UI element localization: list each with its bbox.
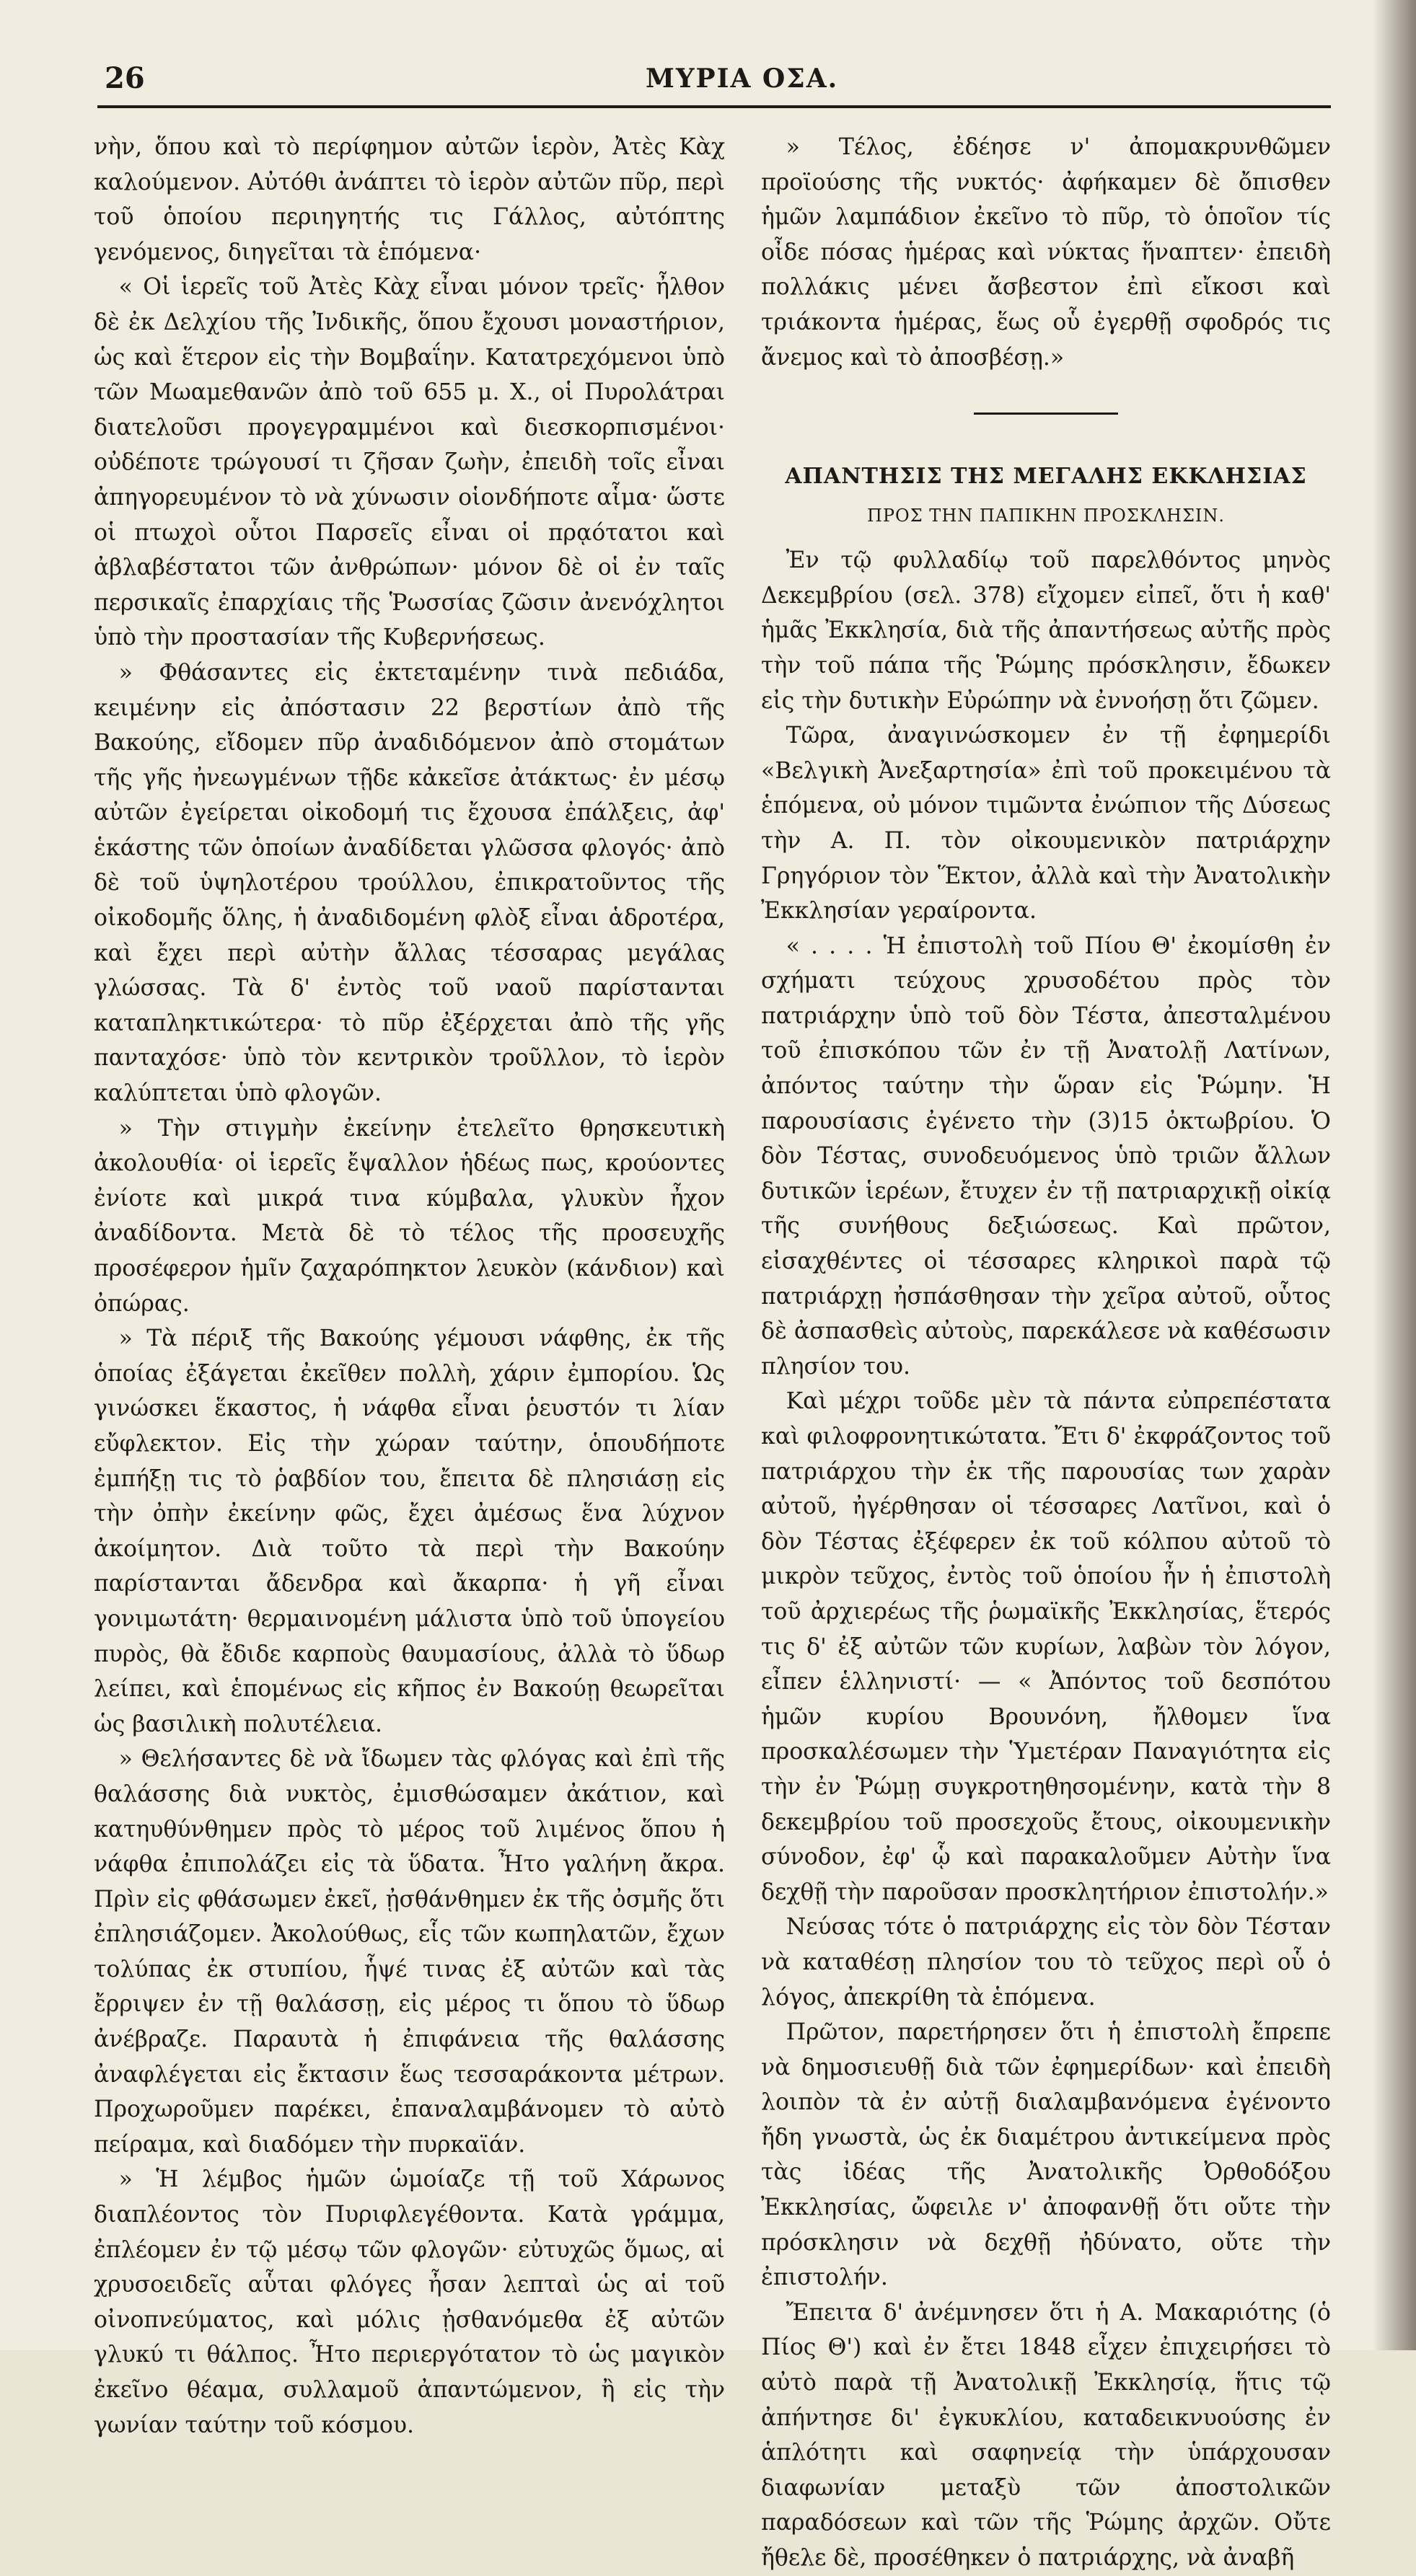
binding-shadow	[1373, 0, 1416, 2350]
article-paragraph: Ἐν τῷ φυλλαδίῳ τοῦ παρελθόντος μηνὸς Δεκεμβρίου (σελ. 378) εἴχομεν εἰπεῖ, ὅτι ἡ καθ' ἡμᾶς Ἐκκλησία, διὰ τῆς ἀπαντήσεως αὐτῆς πρὸς τὴν τοῦ πάπα τῆς Ῥώμης πρόσκλησιν, ἔδωκεν εἰς τὴν δυτικὴν Εὐρώπην νὰ ἐννοήσῃ ὅτι ζῶμεν.	[761, 547, 1331, 714]
left-paragraph: » Φθάσαντες εἰς ἐκτεταμένην τινὰ πεδιάδα, κειμένην εἰς ἀπόστασιν 22 βερστίων ἀπὸ τῆς Βακούης, εἴδομεν πῦρ ἀναδιδόμενον ἀπὸ στομάτων τῆς γῆς ἠνεωγμένων τῇδε κἀκεῖσε ἀτάκτως· ἐν μέσῳ αὐτῶν ἐγείρεται οἰκοδομή τις ἔχουσα ἐπάλξεις, ἀφ' ἑκάστης τῶν ὁποίων ἀναδίδεται γλῶσσα φλογός· ἀπὸ δὲ τοῦ ὑψηλοτέρου τρούλλου, ἐπικρατοῦντος τῆς οἰκοδομῆς ὅλης, ἡ ἀναδιδομένη φλὸξ εἶναι ἁδροτέρα, καὶ ἔχει περὶ αὐτὴν ἄλλας τέσσαρας μεγάλας γλώσσας. Τὰ δ' ἐντὸς τοῦ ναοῦ παρίστανται καταπληκτικώτερα· τὸ πῦρ ἐξέρχεται ἀπὸ τῆς γῆς πανταχόσε· ὑπὸ τὸν κεντρικὸν τροῦλλον, τὸ ἱερὸν καλύπτεται ὑπὸ φλογῶν.	[94, 659, 725, 1107]
left-paragraph: » Τὰ πέριξ τῆς Βακούης γέμουσι νάφθης, ἐκ τῆς ὁποίας ἐξάγεται ἐκεῖθεν πολλὴ, χάριν ἐμπορίου. Ὡς γινώσκει ἕκαστος, ἡ νάφθα εἶναι ῥευστόν τι λίαν εὔφλεκτον. Εἰς τὴν χώραν ταύτην, ὁπουδήποτε ἐμπήξῃ τις τὸ ῥαβδίον του, ἔπειτα δὲ πλησιάσῃ εἰς τὴν ὀπὴν ἐκείνην φῶς, ἔχει ἀμέσως ἕνα λύχνον ἀκοίμητον. Διὰ τοῦτο τὰ περὶ τὴν Βακούην παρίστανται ἄδενδρα καὶ ἄκαρπα· ἡ γῆ εἶναι γονιμωτάτη· θερμαινομένη μάλιστα ὑπὸ τοῦ ὑπογείου πυρὸς, θὰ ἔδιδε καρποὺς θαυμασίους, ἀλλὰ τὸ ὕδωρ λείπει, καὶ ἑπομένως εἰς κῆπος ἐν Βακούῃ θεωρεῖται ὡς βασιλικὴ πολυτέλεια.	[94, 1326, 725, 1737]
article-title: ΑΠΑΝΤΗΣΙΣ ΤΗΣ ΜΕΓΑΛΗΣ ΕΚΚΛΗΣΙΑΣ	[785, 464, 1307, 490]
article-paragraph: Πρῶτον, παρετήρησεν ὅτι ἡ ἐπιστολὴ ἔπρεπε νὰ δημοσιευθῇ διὰ τῶν ἐφημερίδων· καὶ ἐπειδὴ λοιπὸν τὰ ἐν αὐτῇ διαλαμβανόμενα ἐγένοντο ἤδη γνωστὰ, ὡς ἐκ διαμέτρου ἀντικείμενα πρὸς τὰς ἰδέας τῆς Ἀνατολικῆς Ὀρθοδόξου Ἐκκλησίας, ὤφειλε ν' ἀποφανθῇ ὅτι οὔτε τὴν πρόσκλησιν νὰ δεχθῇ ἠδύνατο, οὔτε τὴν ἐπιστολήν.	[761, 2019, 1331, 2291]
left-paragraph: » Θελήσαντες δὲ νὰ ἴδωμεν τὰς φλόγας καὶ ἐπὶ τῆς θαλάσσης διὰ νυκτὸς, ἐμισθώσαμεν ἀκάτιον, καὶ κατηυθύνθημεν πρὸς τὸ μέρος τοῦ λιμένος ὅπου ἡ νάφθα ἐπιπολάζει εἰς τὰ ὕδατα. Ἦτο γαλήνη ἄκρα. Πρὶν εἰς φθάσωμεν ἐκεῖ, ᾐσθάνθημεν ἐκ τῆς ὀσμῆς ὅτι ἐπλησιάζομεν. Ἀκολούθως, εἷς τῶν κωπηλατῶν, ἔχων τολύπας ἐκ στυπίου, ἧψέ τινας ἐξ αὐτῶν καὶ τὰς ἔρριψεν ἐν τῇ θαλάσσῃ, εἰς μέρος τι ὅπου τὸ ὕδωρ ἀνέβραζε. Παραυτὰ ἡ ἐπιφάνεια τῆς θαλάσσης ἀναφλέγεται εἰς ἔκτασιν ἕως τεσσαράκοντα μέτρων. Προχωροῦμεν παρέκει, ἐπαναλαμβάνομεν τὸ αὐτὸ πείραμα, καὶ διαδόμεν τὴν πυρκαϊάν.	[94, 1746, 725, 2158]
article-paragraph: Τῶρα, ἀναγινώσκομεν ἐν τῇ ἐφημερίδι «Βελγικὴ Ἀνεξαρτησία» ἐπὶ τοῦ προκειμένου τὰ ἑπόμενα, οὐ μόνον τιμῶντα ἐνώπιον τῆς Δύσεως τὴν Α. Π. τὸν οἰκουμενικὸν πατριάρχην Γρηγόριον τὸν Ἕκτον, ἀλλὰ καὶ τὴν Ἀνατολικὴν Ἐκκλησίαν γεραίροντα.	[761, 723, 1331, 925]
article-paragraph: Καὶ μέχρι τοῦδε μὲν τὰ πάντα εὐπρεπέστατα καὶ φιλοφρονητικώτατα. Ἔτι δ' ἐκφράζοντος τοῦ πατριάρχου τὴν ἐκ τῆς παρουσίας των χαρὰν αὐτοῦ, ἠγέρθησαν οἱ τέσσαρες Λατῖνοι, καὶ ὁ δὸν Τέστας ἐξέφερεν ἐκ τοῦ κόλπου αὐτοῦ τὸ μικρὸν τεῦχος, ἐντὸς τοῦ ὁποίου ἦν ἡ ἐπιστολὴ τοῦ ἀρχιερέως τῆς ῥωμαϊκῆς Ἐκκλησίας, ἕτερός τις δ' ἐξ αὐτῶν τῶν κυρίων, λαβὼν τὸν λόγον, εἶπεν ἑλληνιστί· — « Ἀπόντος τοῦ δεσπότου ἡμῶν κυρίου Βρουνόνη, ἤλθομεν ἵνα προσκαλέσωμεν τὴν Ὑμετέραν Παναγιότητα εἰς τὴν ἐν Ῥώμῃ συγκροτηθησομένην, κατὰ τὴν 8 δεκεμβρίου τοῦ προσεχοῦς ἔτους, οἰκουμενικὴν σύνοδον, ἐφ' ᾧ καὶ παρακαλοῦμεν Αὐτὴν ἵνα δεχθῇ τὴν παροῦσαν προσκλητήριον ἐπιστολήν.»	[761, 1388, 1331, 1905]
header-rule	[97, 105, 1331, 108]
left-paragraph: νὴν, ὅπου καὶ τὸ περίφημον αὐτῶν ἱερὸν, Ἀτὲς Κὰχ καλούμενον. Αὐτόθι ἀνάπτει τὸ ἱερὸν αὐτῶν πῦρ, περὶ τοῦ ὁποίου περιηγητής τις Γάλλος, αὐτόπτης γενόμενος, διηγεῖται τὰ ἑπόμενα·	[94, 134, 725, 265]
article-paragraph: Ἔπειτα δ' ἀνέμνησεν ὅτι ἡ Α. Μακαριότης (ὁ Πίος Θ') καὶ ἐν ἔτει 1848 εἶχεν ἐπιχειρήσει τὸ αὐτὸ παρὰ τῇ Ἀνατολικῇ Ἐκκλησίᾳ, ἥτις τῷ ἀπήντησε δι' ἐγκυκλίου, καταδεικνυούσης ἐν ἁπλότητι καὶ σαφηνείᾳ τὴν ὑπάρχουσαν διαφωνίαν μεταξὺ τῶν ἀποστολικῶν παραδόσεων καὶ τῶν τῆς Ῥώμης ἀρχῶν. Οὔτε ἤθελε δὲ, προσέθηκεν ὁ πατριάρχης, νὰ ἀναβῆ	[761, 2299, 1331, 2571]
right-column	[761, 130, 1331, 2571]
article-paragraph: Νεύσας τότε ὁ πατριάρχης εἰς τὸν δὸν Τέσταν νὰ καταθέσῃ πλησίον του τὸ τεῦχος περὶ οὗ ὁ λόγος, ἀπεκρίθη τὰ ἑπόμενα.	[761, 1914, 1331, 2011]
section-separator	[974, 413, 1118, 415]
running-title: ΜΥΡΙΑ ΟΣΑ.	[646, 63, 839, 94]
left-column	[94, 130, 725, 2438]
left-paragraph: » Τὴν στιγμὴν ἐκείνην ἐτελεῖτο θρησκευτικὴ ἀκολουθία· οἱ ἱερεῖς ἔψαλλον ἡδέως πως, κρούοντες ἐνίοτε καὶ μικρά τινα κύμβαλα, γλυκὺν ἦχον ἀναδίδοντα. Μετὰ δὲ τὸ τέλος τῆς προσευχῆς προσέφερον ἡμῖν ζαχαρόπηκτον λευκὸν (κάνδιον) καὶ ὀπώρας.	[94, 1115, 725, 1317]
page-header	[97, 58, 1331, 108]
page-number: 26	[105, 61, 145, 95]
article-subtitle: ΠΡΟΣ ΤΗΝ ΠΑΠΙΚΗΝ ΠΡΟΣΚΛΗΣΙΝ.	[866, 506, 1226, 526]
left-paragraph: « Οἱ ἱερεῖς τοῦ Ἀτὲς Κὰχ εἶναι μόνον τρεῖς· ἦλθον δὲ ἐκ Δελχίου τῆς Ἰνδικῆς, ὅπου ἔχουσι μοναστήριον, ὡς καὶ ἕτερον εἰς τὴν Βομβαΐην. Κατατρεχόμενοι ὑπὸ τῶν Μωαμεθανῶν ἀπὸ τοῦ 655 μ. Χ., οἱ Πυρολάτραι διατελοῦσι προγεγραμμένοι καὶ διεσκορπισμένοι· οὐδέποτε τρώγουσί τι ζῆσαν ζωὴν, ἐπειδὴ τοῖς εἶναι ἀπηγορευμένον τὸ νὰ χύνωσιν οἱονδήποτε αἷμα· ὥστε οἱ πτωχοὶ οὗτοι Παρσεῖς εἶναι οἱ πρᾳότατοι καὶ ἀβλαβέστατοι τῶν ἀνθρώπων· μόνον δὲ οἱ ἐν ταῖς περσικαῖς ἐπαρχίαις τῆς Ῥωσσίας ζῶσιν ἀνενόχλητοι ὑπὸ τὴν προστασίαν τῆς Κυβερνήσεως.	[94, 274, 725, 651]
left-paragraph: » Ἡ λέμβος ἡμῶν ὡμοίαζε τῇ τοῦ Χάρωνος διαπλέοντος τὸν Πυριφλεγέθοντα. Κατὰ γράμμα, ἐπλέομεν ἐν τῷ μέσῳ τῶν φλογῶν· εὐτυχῶς ὅμως, αἱ χρυσοειδεῖς αὗται φλόγες ἦσαν λεπταὶ ὡς αἱ τοῦ οἰνοπνεύματος, καὶ μόλις ᾐσθανόμεθα ἐξ αὐτῶν γλυκύ τι θάλπος. Ἦτο περιεργότατον τὸ ὡς μαγικὸν ἐκεῖνο θέαμα, συλλαμοῦ ἀπαντώμενον, ἢ εἰς τὴν γωνίαν ταύτην τοῦ κόσμου.	[94, 2166, 725, 2438]
right-intro-paragraph: » Τέλος, ἐδέησε ν' ἀπομακρυνθῶμεν προϊούσης τῆς νυκτός· ἀφήκαμεν δὲ ὄπισθεν ἡμῶν λαμπάδιον ἐκεῖνο τὸ πῦρ, τὸ ὁποῖον τίς οἶδε πόσας ἡμέρας καὶ νύκτας ἥναπτεν· ἐπειδὴ πολλάκις μένει ἄσβεστον ἐπὶ εἴκοσι καὶ τριάκοντα ἡμέρας, ἕως οὗ ἐγερθῇ σφοδρός τις ἄνεμος καὶ τὸ ἀποσβέσῃ.»	[761, 134, 1331, 371]
article-paragraph: « . . . . Ἡ ἐπιστολὴ τοῦ Πίου Θ' ἐκομίσθη ἐν σχήματι τεύχους χρυσοδέτου πρὸς τὸν πατριάρχην ὑπὸ τοῦ δὸν Τέστα, ἀπεσταλμένου τοῦ ἐπισκόπου τῶν ἐν τῇ Ἀνατολῇ Λατίνων, ἀπόντος ταύτην τὴν ὥραν εἰς Ῥώμην. Ἡ παρουσίασις ἐγένετο τὴν (3)15 ὀκτωβρίου. Ὁ δὸν Τέστας, συνοδευόμενος ὑπὸ τριῶν ἄλλων δυτικῶν ἱερέων, ἔτυχεν ἐν τῇ πατριαρχικῇ οἰκίᾳ τῆς συνήθους δεξιώσεως. Καὶ πρῶτον, εἰσαχθέντες οἱ τέσσαρες κληρικοὶ παρὰ τῷ πατριάρχῃ ἠσπάσθησαν τὴν χεῖρα αὐτοῦ, οὗτος δὲ ἀσπασθεὶς αὐτοὺς, παρεκάλεσε νὰ καθέσωσιν πλησίον του.	[761, 932, 1331, 1380]
